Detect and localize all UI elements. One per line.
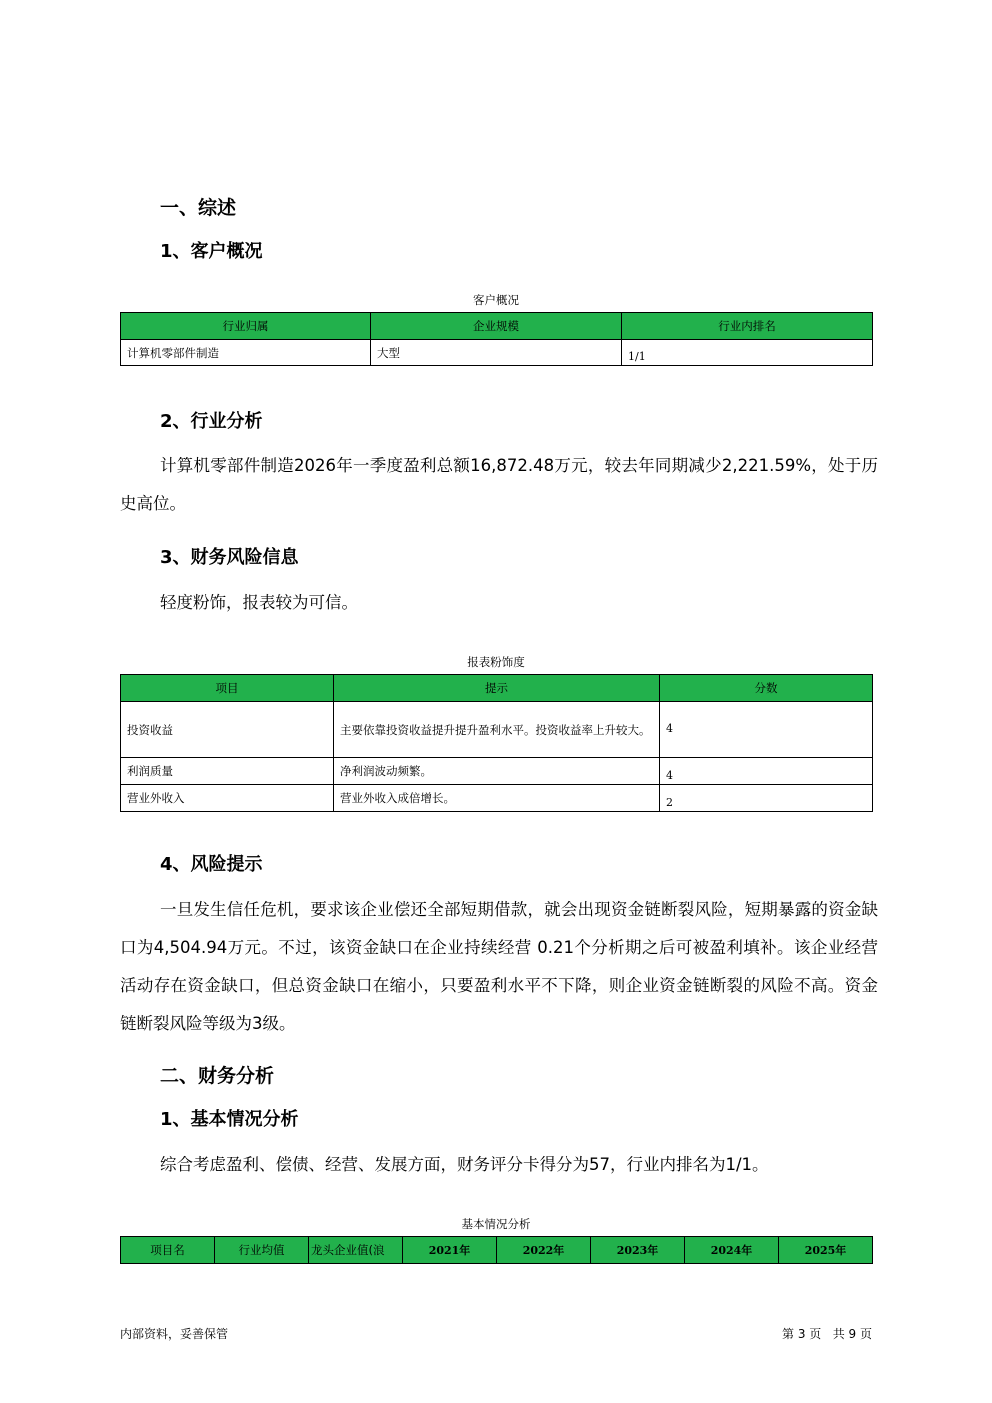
table-row — [121, 758, 873, 785]
table-header-cell: 2023年 — [591, 1237, 685, 1264]
table-header-cell: 龙头企业值(浪 — [309, 1237, 403, 1264]
table-cell: 营业外收入 — [121, 785, 334, 812]
table-cell: 大型 — [371, 340, 622, 366]
table-row — [121, 785, 873, 812]
whitewash-table-caption: 报表粉饰度 — [467, 655, 525, 669]
table-row — [121, 340, 873, 366]
table-header-cell: 行业归属 — [121, 313, 371, 340]
industry-analysis-paragraph: 计算机零部件制造2026年一季度盈利总额16,872.48万元，较去年同期减少2,221.59%，处于历史高位。 — [120, 456, 878, 513]
table-cell: 4 — [660, 702, 873, 758]
financial-risk-paragraph: 轻度粉饰，报表较为可信。 — [160, 593, 358, 612]
table-header-cell: 提示 — [334, 675, 660, 702]
whitewash-table — [120, 674, 873, 812]
table-header-cell: 分数 — [660, 675, 873, 702]
table-cell: 1/1 — [622, 340, 873, 366]
section-heading-financial-analysis: 二、财务分析 — [160, 1065, 275, 1087]
table-cell: 投资收益 — [121, 702, 334, 758]
footer-page-number: 第 3 页 共 9 页 — [782, 1327, 872, 1341]
table-header-cell: 项目 — [121, 675, 334, 702]
subheading-risk-warning: 4、风险提示 — [160, 854, 263, 875]
basic-table-caption: 基本情况分析 — [461, 1217, 531, 1231]
table-header-cell: 行业均值 — [215, 1237, 309, 1264]
table-cell: 营业外收入成倍增长。 — [334, 785, 660, 812]
section-heading-overview: 一、综述 — [160, 197, 237, 219]
customer-table — [120, 312, 873, 366]
table-cell: 2 — [660, 785, 873, 812]
table-row — [121, 702, 873, 758]
table-header-cell: 项目名 — [121, 1237, 215, 1264]
table-header-cell: 企业规模 — [371, 313, 622, 340]
table-header-cell: 行业内排名 — [622, 313, 873, 340]
table-header-row — [121, 1237, 873, 1264]
customer-table-caption: 客户概况 — [473, 293, 519, 307]
table-header-row — [121, 675, 873, 702]
table-header-cell: 2024年 — [685, 1237, 779, 1264]
table-header-cell: 2022年 — [497, 1237, 591, 1264]
footer-confidential-note: 内部资料，妥善保管 — [120, 1327, 229, 1341]
table-header-cell: 2021年 — [403, 1237, 497, 1264]
basic-analysis-paragraph: 综合考虑盈利、偿债、经营、发展方面，财务评分卡得分为57，行业内排名为1/1。 — [160, 1155, 769, 1174]
table-cell: 计算机零部件制造 — [121, 340, 371, 366]
table-header-cell: 2025年 — [779, 1237, 873, 1264]
subheading-financial-risk: 3、财务风险信息 — [160, 547, 299, 568]
basic-analysis-table — [120, 1236, 873, 1264]
subheading-basic-analysis: 1、基本情况分析 — [160, 1109, 299, 1130]
table-cell: 4 — [660, 758, 873, 785]
table-cell: 净利润波动频繁。 — [334, 758, 660, 785]
table-header-row — [121, 313, 873, 340]
table-cell: 主要依靠投资收益提升提升盈利水平。投资收益率上升较大。 — [334, 702, 660, 758]
subheading-customer-overview: 1、客户概况 — [160, 241, 263, 262]
table-cell: 利润质量 — [121, 758, 334, 785]
risk-warning-paragraph: 一旦发生信任危机，要求该企业偿还全部短期借款，就会出现资金链断裂风险，短期暴露的资金缺口为4,504.94万元。不过，该资金缺口在企业持续经营 0.21个分析期之后可被盈利填补。该企业经营活动存在资金缺口，但总资金缺口在缩小，只要盈利水平不下降，则企业资金链断裂的风险不高。资金链断裂风险等级为3级。 — [120, 900, 878, 1033]
subheading-industry-analysis: 2、行业分析 — [160, 411, 263, 432]
